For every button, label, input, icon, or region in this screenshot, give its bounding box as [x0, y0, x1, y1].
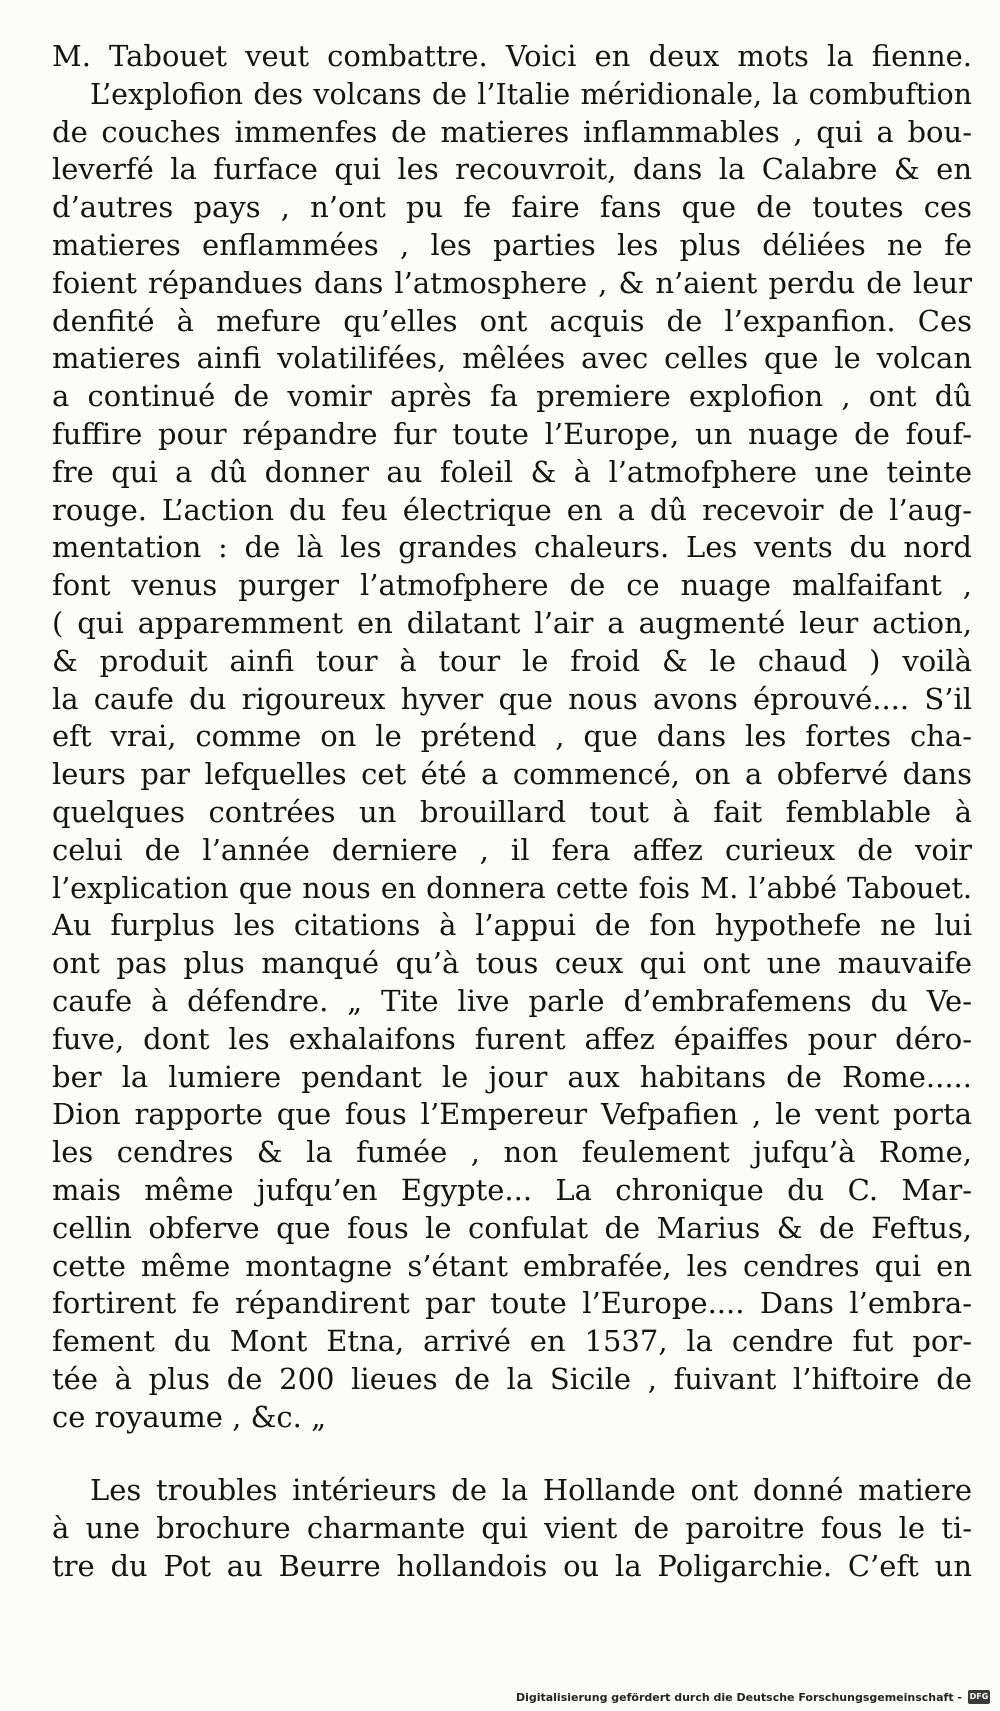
text-line: ( qui apparemment en dilatant l’air a augmenté leur action,: [52, 605, 972, 640]
text-line: matieres ainfi volatilifées, mêlées avec celles que le volcan: [52, 341, 972, 376]
text-line: la caufe du rigoureux hyver que nous avons éprouvé.... S’il: [52, 681, 972, 716]
text-line: de couches immenfes de matieres inflammables , qui a bou-: [52, 114, 972, 149]
text-line: mais même jufqu’en Egypte... La chronique du C. Mar-: [52, 1172, 972, 1207]
text-line: foient répandues dans l’atmosphere , & n’aient perdu de leur: [52, 265, 972, 300]
text-line: tée à plus de 200 lieues de la Sicile , fuivant l’hiftoire de: [52, 1361, 972, 1396]
text-line: ce royaume , &c. „: [52, 1399, 327, 1434]
text-line: à une brochure charmante qui vient de paroitre fous le ti-: [52, 1511, 972, 1546]
text-line: ber la lumiere pendant le jour aux habitans de Rome.....: [52, 1059, 972, 1094]
text-line: cette même montagne s’étant embrafée, les cendres qui en: [52, 1248, 972, 1283]
text-line: mentation : de là les grandes chaleurs. Les vents du nord: [52, 530, 972, 565]
text-line: l’explication que nous en donnera cette fois M. l’abbé Tabouet.: [52, 871, 972, 905]
text-line: fortirent fe répandirent par toute l’Europe.... Dans l’embra-: [52, 1286, 972, 1321]
text-line: fuve, dont les exhalaifons furent affez épaiffes pour déro-: [52, 1021, 972, 1056]
text-line: les cendres & la fumée , non feulement jufqu’à Rome,: [52, 1135, 972, 1170]
text-line: ont pas plus manqué qu’à tous ceux qui ont une mauvaife: [52, 946, 972, 981]
text-line: L’explofion des volcans de l’Italie méridionale, la combuftion: [90, 77, 972, 111]
text-line: tre du Pot au Beurre hollandois ou la Poligarchie. C’eft un: [52, 1549, 972, 1584]
text-line: d’autres pays , n’ont pu fe faire fans que de toutes ces: [52, 190, 972, 225]
text-line: fre qui a dû donner au foleil & à l’atmofphere une teinte: [52, 454, 972, 489]
text-line: quelques contrées un brouillard tout à fait femblable à: [52, 794, 972, 829]
text-line: caufe à défendre. „ Tite live parle d’embrafemens du Ve-: [52, 983, 972, 1018]
text-line: leverfé la furface qui les recouvroit, dans la Calabre & en: [52, 152, 972, 187]
text-line: & produit ainfi tour à tour le froid & le chaud ) voilà: [52, 643, 972, 678]
text-line: font venus purger l’atmofphere de ce nuage malfaifant ,: [52, 568, 972, 603]
text-line: fuffire pour répandre fur toute l’Europe, un nuage de fouf-: [52, 416, 972, 451]
text-line: Les troubles intérieurs de la Hollande ont donné matiere: [90, 1473, 972, 1508]
text-line: leurs par lefquelles cet été a commencé, on a obfervé dans: [52, 757, 972, 792]
text-line: rouge. L’action du feu électrique en a dû recevoir de l’aug-: [52, 492, 972, 527]
text-line: M. Tabouet veut combattre. Voici en deux mots la fienne.: [52, 39, 972, 73]
text-line: matieres enflammées , les parties les plus déliées ne fe: [52, 227, 972, 262]
page-text: [52, 38, 972, 1586]
text-line: cellin obferve que fous le confulat de Marius & de Feftus,: [52, 1210, 972, 1245]
text-line: Au furplus les citations à l’appui de fon hypothefe ne lui: [52, 908, 972, 943]
text-line: Dion rapporte que fous l’Empereur Vefpafien , le vent porta: [52, 1097, 972, 1132]
digitization-footer: [516, 1687, 990, 1707]
text-line: denfité à mefure qu’elles ont acquis de l’expanfion. Ces: [52, 303, 972, 338]
text-line: eft vrai, comme on le prétend , que dans les fortes cha-: [52, 719, 972, 754]
text-line: a continué de vomir après fa premiere explofion , ont dû: [52, 379, 972, 414]
text-line: celui de l’année derniere , il fera affez curieux de voir: [52, 832, 972, 867]
dfg-logo: DFG: [968, 1690, 990, 1704]
text-line: fement du Mont Etna, arrivé en 1537, la cendre fut por-: [52, 1324, 972, 1359]
paragraph-gap: [52, 1436, 972, 1472]
footer-credit: Digitalisierung gefördert durch die Deutsche Forschungsgemeinschaft -: [515, 1690, 962, 1704]
